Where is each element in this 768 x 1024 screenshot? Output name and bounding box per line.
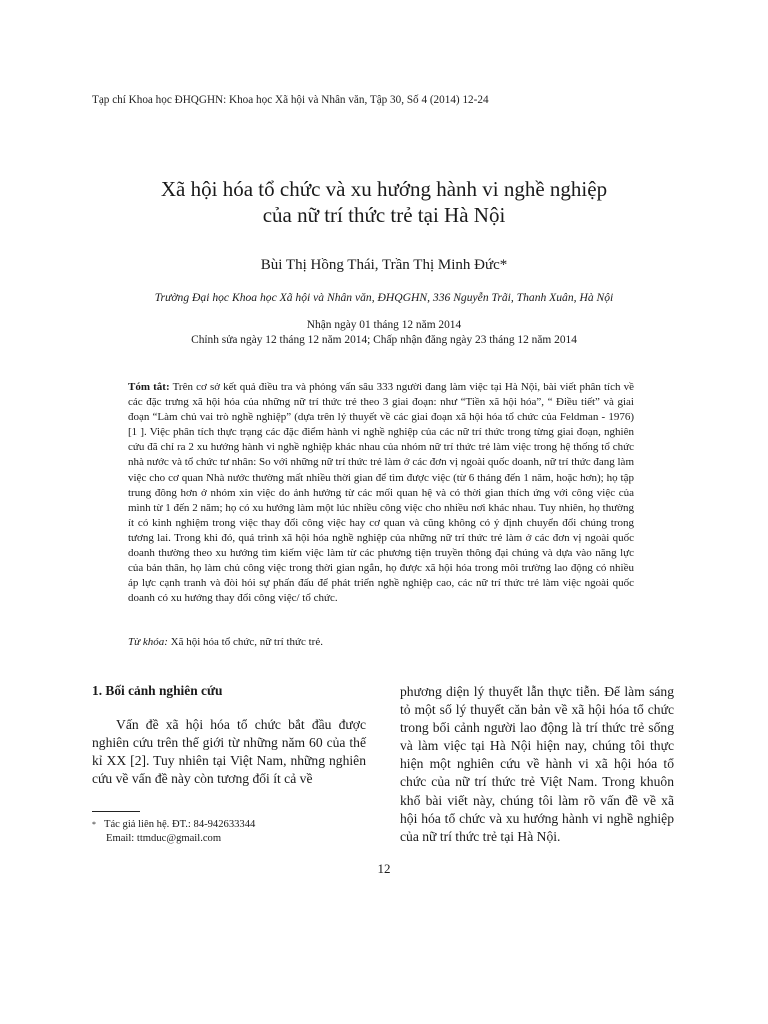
footnote-marker: * — [92, 820, 96, 829]
received-date: Nhận ngày 01 tháng 12 năm 2014 — [306, 319, 462, 331]
keywords-label: Từ khóa: — [128, 636, 168, 648]
article-title-line1: Xã hội hóa tổ chức và xu hướng hành vi nghề nghiệp — [160, 177, 608, 201]
revised-accepted-dates: Chỉnh sửa ngày 12 tháng 12 năm 2014; Chấp nhận đăng ngày 23 tháng 12 năm 2014 — [191, 334, 577, 346]
page-number: 12 — [377, 861, 391, 876]
footnote-rule — [92, 811, 140, 812]
right-column — [400, 683, 674, 846]
body-paragraph: Vấn đề xã hội hóa tổ chức bắt đầu được nghiên cứu trên thế giới từ những năm 60 của thế kỉ XX [2]. Tuy nhiên tại Việt Nam, những nghiên cứu về vấn đề này còn tương đối ít cả về — [92, 717, 366, 787]
body-paragraph-continued: phương diện lý thuyết lẫn thực tiễn. Để làm sáng tỏ một số lý thuyết căn bản về xã hội hóa tổ chức trong bối cảnh người lao động là trí thức trẻ sống và làm việc tại Hà Nội hiện nay, chúng tôi thực hiện một nghiên cứu về hành vi xã hội hóa tổ chức của nữ trí thức trẻ Việt Nam. Trong khuôn khổ bài viết này, chúng tôi làm rõ vấn đề về xã hội hóa tổ chức và xu hướng hành vi nghề nghiệp của nữ trí thức trẻ tại Hà Nội. — [400, 684, 674, 844]
author-affiliation: Trường Đại học Khoa học Xã hội và Nhân văn, ĐHQGHN, 336 Nguyễn Trãi, Thanh Xuân, Hà Nội — [154, 291, 614, 304]
section-heading: 1. Bối cảnh nghiên cứu — [92, 683, 223, 698]
footnote-email: Email: ttmduc@gmail.com — [106, 833, 222, 844]
keywords — [128, 636, 634, 648]
article-title-line2: của nữ trí thức trẻ tại Hà Nội — [262, 203, 506, 227]
keywords-text: Xã hội hóa tổ chức, nữ trí thức trẻ. — [167, 636, 323, 648]
footnote-contact: Tác giả liên hệ. ĐT.: 84-942633344 — [104, 819, 256, 830]
abstract-label: Tóm tắt: — [128, 381, 170, 393]
footnote — [92, 818, 255, 846]
article-title — [0, 176, 768, 228]
left-column — [92, 682, 366, 788]
abstract — [128, 380, 634, 606]
abstract-text: Trên cơ sở kết quả điều tra và phỏng vấn sâu 333 người đang làm việc tại Hà Nội, bài viết phân tích về các đặc trưng xã hội hóa của những nữ trí thức trẻ theo 3 giai đoạn: như “Tiền xã hội hóa”, “ Điều tiết” và giai đoạn “Làm chủ vai trò nghề nghiệp” (dựa trên lý thuyết về các giai đoạn xã hội hóa tổ chức của Feldman - 1976) [1 ]. Việc phân tích thực trạng các đặc điểm hành vi nghề nghiệp của các nữ trí thức trong từng giai đoạn, nghiên cứu đã chỉ ra 2 xu hướng hành vi nghề nghiệp khác nhau của nhóm nữ trí thức trẻ làm việc trong hệ thống tổ chức nhà nước và tổ chức tư nhân: So với những nữ trí thức trẻ làm ở các đơn vị ngoài quốc doanh, nữ trí thức đang làm việc cho cơ quan Nhà nước thường mất nhiều thời gian để tìm được việc (từ 6 tháng đến 1 năm, hoặc hơn); họ tập trung đông hơn ở nhóm xin việc do ảnh hưởng từ các mối quan hệ và có thời gian thích ứng với công việc của mình từ 1 đến 2 năm; họ có xu hướng làm một lúc nhiều công việc cho nhiều nơi khác nhau. Tuy nhiên, họ thường ít có kinh nghiệm trong việc thay đổi công việc hay cơ quan và cũng không có ý định chuyển đổi chúng trong tương lai. Trong khi đó, quá trình xã hội hóa nghề nghiệp của những nữ trí thức trẻ làm ở các đơn vị ngoài quốc doanh thường theo xu hướng tìm kiếm việc làm từ các phương tiện truyền thông đại chúng và dựa vào năng lực của bản thân, họ làm chủ công việc trong thời gian ngắn, họ được xã hội hóa trong môi trường lao động có nhiều áp lực cạnh tranh và đòi hỏi sự phấn đấu để phát triển nghề nghiệp cao, các nữ trí thức trẻ làm việc ngoài quốc doanh có xu hướng thay đổi công việc/ tổ chức. — [128, 381, 635, 605]
article-authors: Bùi Thị Hồng Thái, Trần Thị Minh Đức* — [260, 257, 508, 273]
journal-running-head: Tạp chí Khoa học ĐHQGHN: Khoa học Xã hội và Nhân văn, Tập 30, Số 4 (2014) 12-24 — [92, 94, 489, 106]
article-dates — [0, 318, 768, 348]
